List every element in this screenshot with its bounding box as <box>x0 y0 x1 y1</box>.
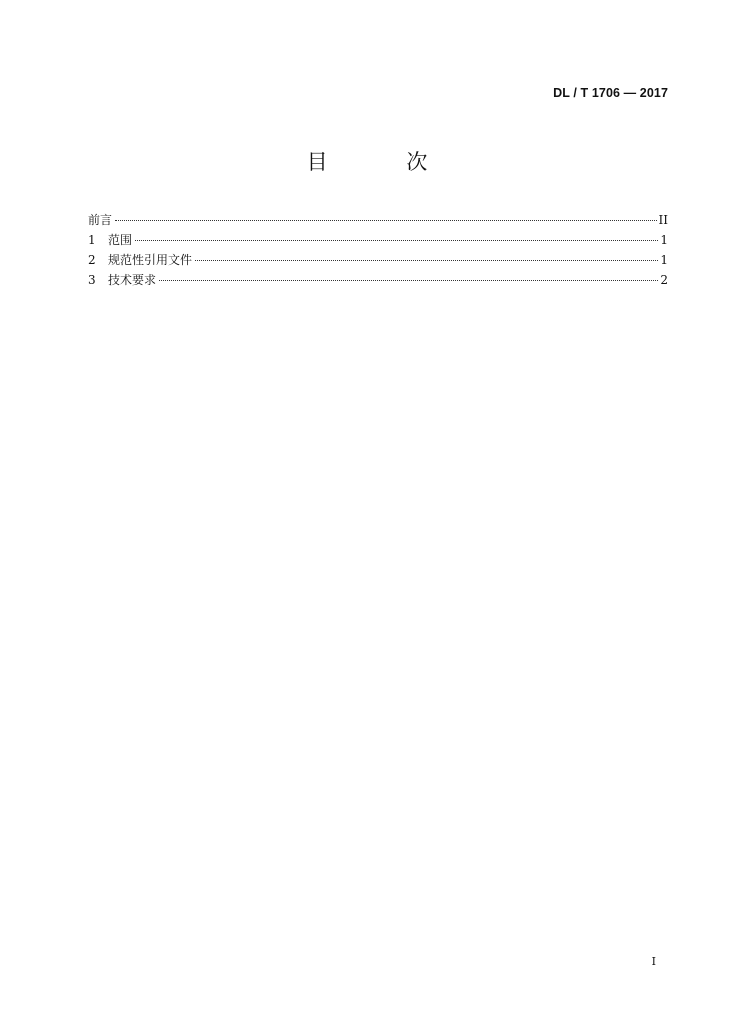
toc-entry-page: 2 <box>660 273 668 287</box>
dot-leader <box>135 240 658 241</box>
toc-entry-preface[interactable] <box>88 210 668 230</box>
toc-entry-normative-references[interactable] <box>88 250 668 270</box>
standard-code: DL / T 1706 — 2017 <box>553 86 668 100</box>
toc-entry-number: 2 <box>88 253 96 267</box>
toc-entry-page: 1 <box>660 233 668 247</box>
toc-entry-page: 1 <box>660 253 668 267</box>
toc-entry-technical-requirements[interactable] <box>88 270 668 290</box>
toc-entry-title: 范围 <box>108 233 133 247</box>
dot-leader <box>159 280 658 281</box>
toc-entry-page: II <box>658 213 668 227</box>
toc-entry-scope[interactable] <box>88 230 668 250</box>
table-of-contents <box>88 210 668 290</box>
page-number: I <box>651 955 656 968</box>
dot-leader <box>115 220 657 221</box>
toc-entry-number: 1 <box>88 233 96 247</box>
toc-title: 目 次 <box>306 150 464 174</box>
toc-entry-title: 技术要求 <box>108 273 157 287</box>
dot-leader <box>195 260 658 261</box>
toc-entry-title: 规范性引用文件 <box>108 253 193 267</box>
toc-entry-title: 前言 <box>88 213 113 227</box>
toc-entry-number: 3 <box>88 273 96 287</box>
